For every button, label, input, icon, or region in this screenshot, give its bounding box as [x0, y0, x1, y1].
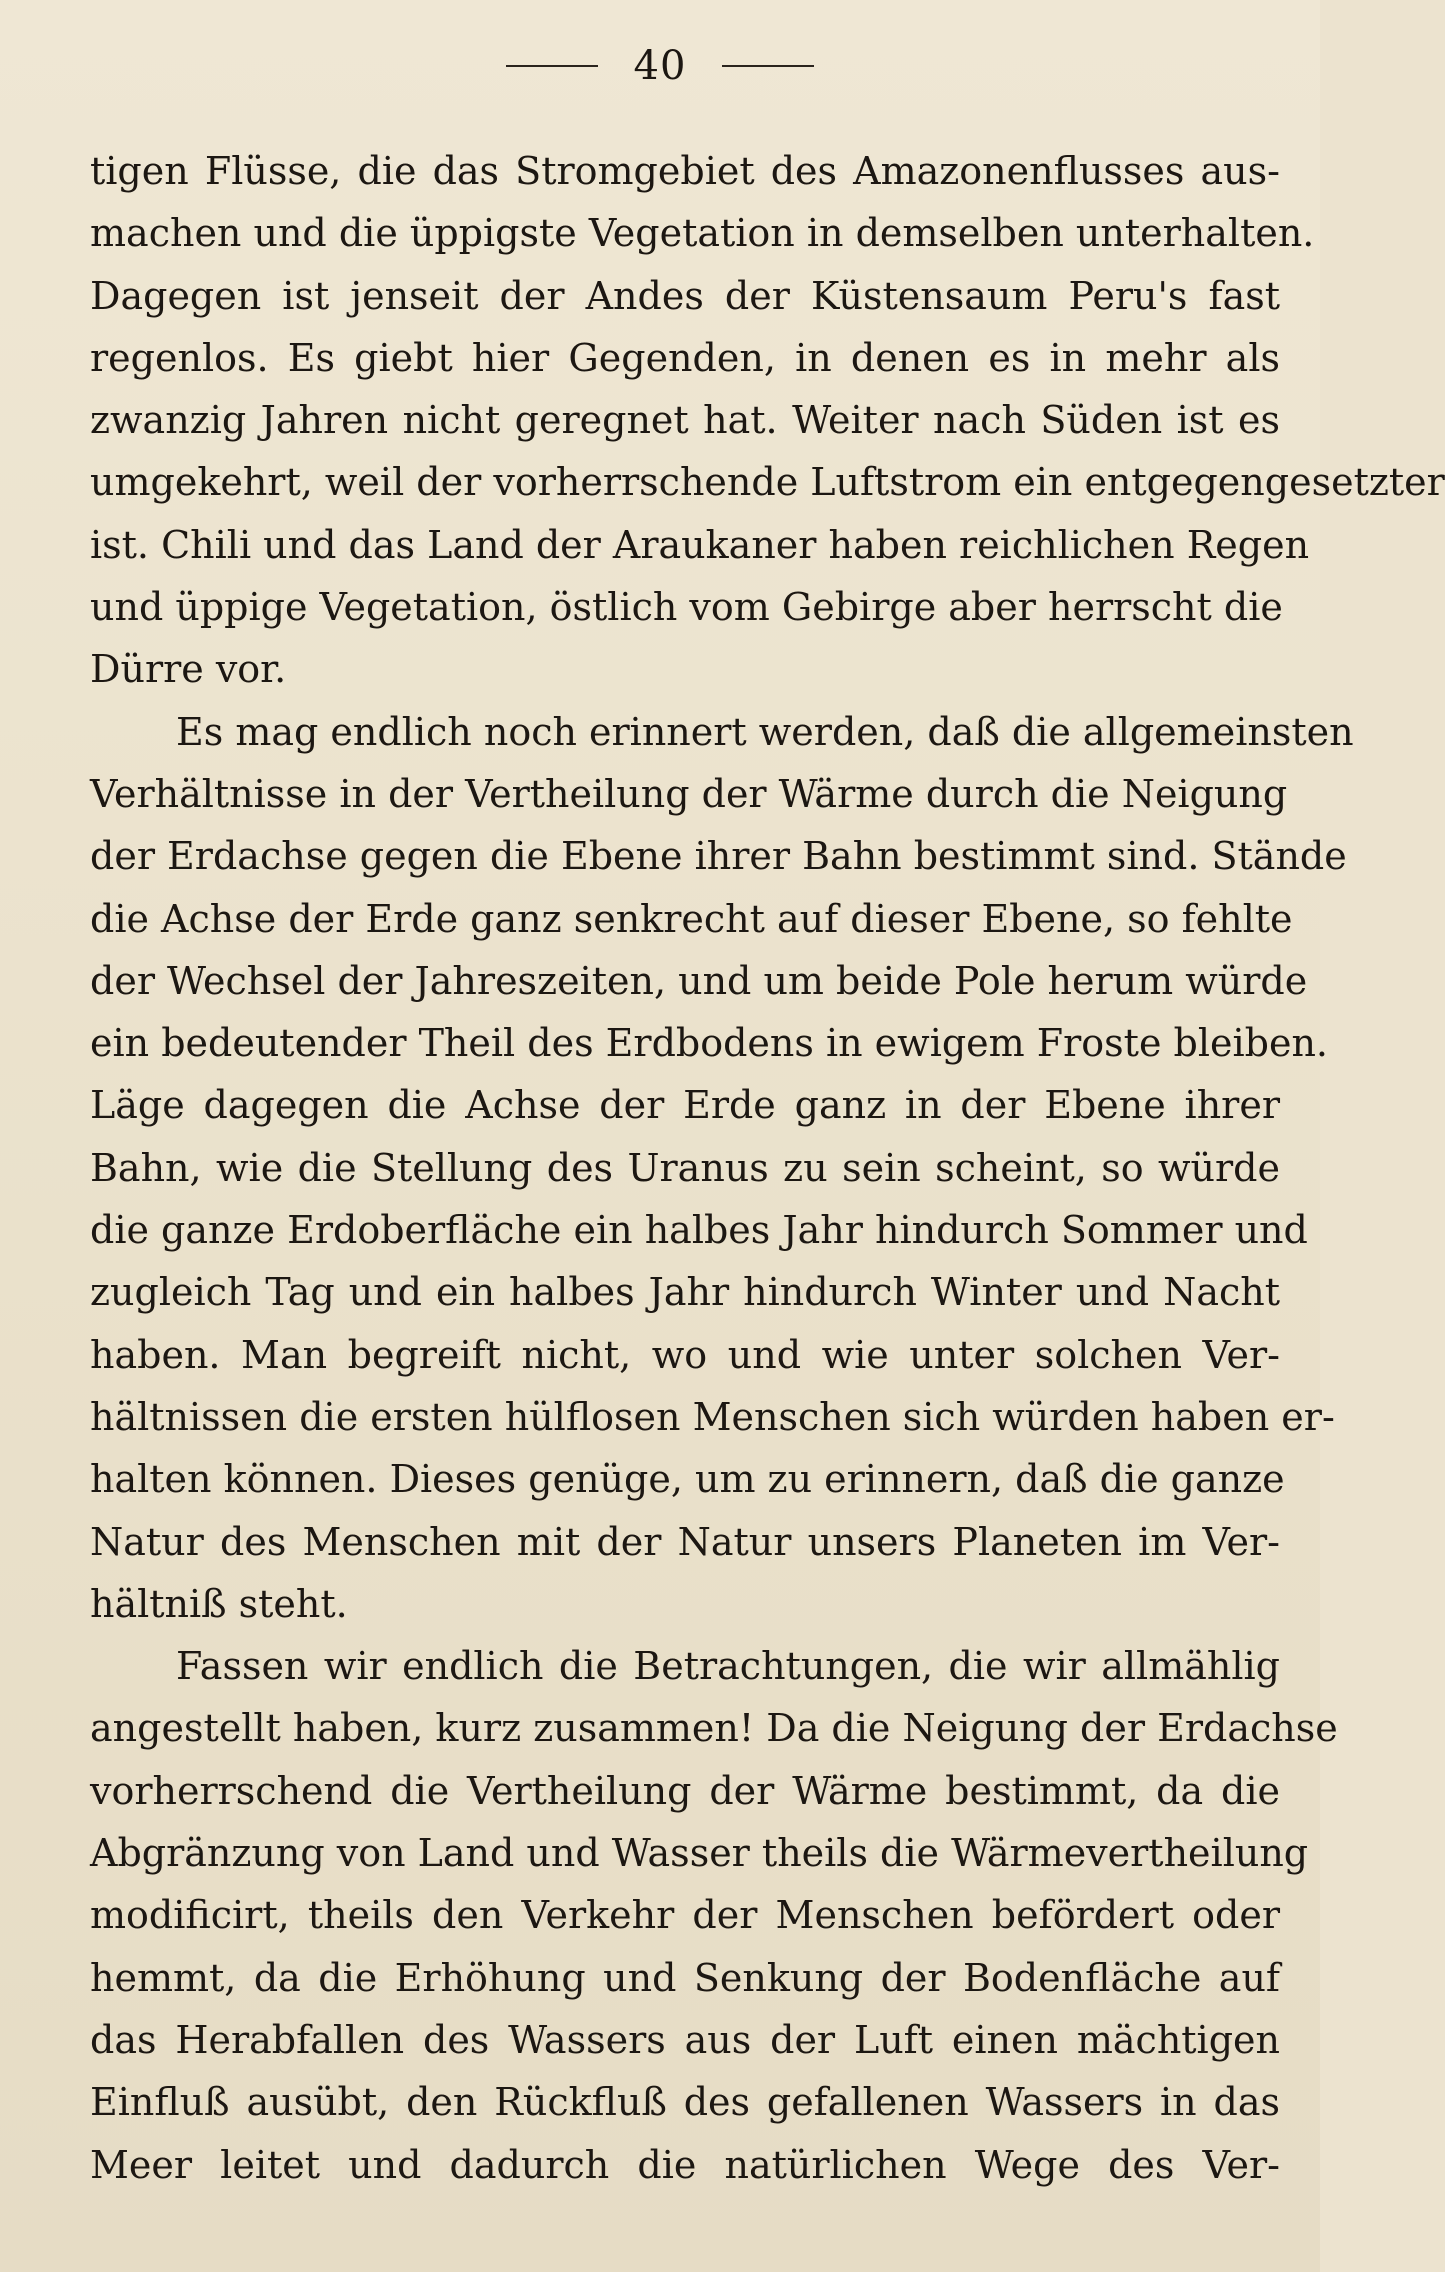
- text-line: haben. Man begreift nicht, wo und wie unter solchen Ver-: [90, 1332, 1280, 1377]
- text-line: regenlos. Es giebt hier Gegenden, in denen es in mehr als: [90, 335, 1280, 380]
- text-line: Bahn, wie die Stellung des Uranus zu sein scheint, so würde: [90, 1145, 1280, 1190]
- text-line: die Achse der Erde ganz senkrecht auf dieser Ebene, so fehlte: [90, 896, 1293, 941]
- text-line: zwanzig Jahren nicht geregnet hat. Weiter nach Süden ist es: [90, 398, 1280, 443]
- body-text: [90, 140, 1445, 2196]
- text-line: Dürre vor.: [90, 647, 287, 692]
- text-line: Dagegen ist jenseit der Andes der Küstensaum Peru's fast: [90, 273, 1280, 318]
- text-line: Es mag endlich noch erinnert werden, daß die allgemeinsten: [176, 709, 1354, 754]
- text-line: halten können. Dieses genüge, um zu erinnern, daß die ganze: [90, 1457, 1285, 1502]
- text-line: ist. Chili und das Land der Araukaner haben reichlichen Regen: [90, 522, 1310, 567]
- text-line: Natur des Menschen mit der Natur unsers Planeten im Ver-: [90, 1519, 1280, 1564]
- text-line: umgekehrt, weil der vorherrschende Luftstrom ein entgegengesetzter: [90, 460, 1445, 505]
- text-line: Einfluß ausübt, den Rückfluß des gefallenen Wassers in das: [90, 2080, 1280, 2125]
- text-line: tigen Flüsse, die das Stromgebiet des Amazonenflusses aus-: [90, 149, 1280, 193]
- header-rule-right: [722, 65, 814, 67]
- text-line: hemmt, da die Erhöhung und Senkung der Bodenfläche auf: [90, 1955, 1280, 2000]
- text-line: die ganze Erdoberfläche ein halbes Jahr hindurch Sommer und: [90, 1208, 1308, 1253]
- header-rule-left: [506, 65, 598, 67]
- page-header: [0, 36, 1320, 96]
- text-line: modificirt, theils den Verkehr der Menschen befördert oder: [90, 1893, 1280, 1938]
- text-line: Abgränzung von Land und Wasser theils die Wärmevertheilung: [90, 1831, 1309, 1876]
- text-line: der Wechsel der Jahreszeiten, und um beide Pole herum würde: [90, 958, 1308, 1003]
- text-line: ein bedeutender Theil des Erdbodens in ewigem Froste bleiben.: [90, 1021, 1329, 1066]
- text-line: Läge dagegen die Achse der Erde ganz in der Ebene ihrer: [90, 1083, 1280, 1128]
- paragraph-2: [90, 701, 1354, 1635]
- text-line: machen und die üppigste Vegetation in demselben unterhalten.: [90, 211, 1315, 256]
- text-line: und üppige Vegetation, östlich vom Gebirge aber herrscht die: [90, 585, 1283, 630]
- page-number: 40: [633, 43, 687, 89]
- paragraph-1: [90, 140, 1445, 701]
- text-line: hältniß steht.: [90, 1581, 348, 1626]
- paragraph-3: [90, 1635, 1338, 2196]
- text-line: zugleich Tag und ein halbes Jahr hindurch Winter und Nacht: [90, 1270, 1280, 1315]
- text-line: das Herabfallen des Wassers aus der Luft einen mächtigen: [90, 2017, 1280, 2062]
- text-line: angestellt haben, kurz zusammen! Da die Neigung der Erdachse: [90, 1706, 1338, 1751]
- text-line: hältnissen die ersten hülflosen Menschen sich würden haben er-: [90, 1394, 1335, 1439]
- text-line: Fassen wir endlich die Betrachtungen, die wir allmählig: [176, 1644, 1280, 1689]
- text-line: Verhältnisse in der Vertheilung der Wärme durch die Neigung: [90, 771, 1288, 816]
- text-line: vorherrschend die Vertheilung der Wärme bestimmt, da die: [90, 1768, 1280, 1813]
- text-line: Meer leitet und dadurch die natürlichen Wege des Ver-: [90, 2142, 1280, 2187]
- text-line: der Erdachse gegen die Ebene ihrer Bahn bestimmt sind. Stände: [90, 834, 1347, 879]
